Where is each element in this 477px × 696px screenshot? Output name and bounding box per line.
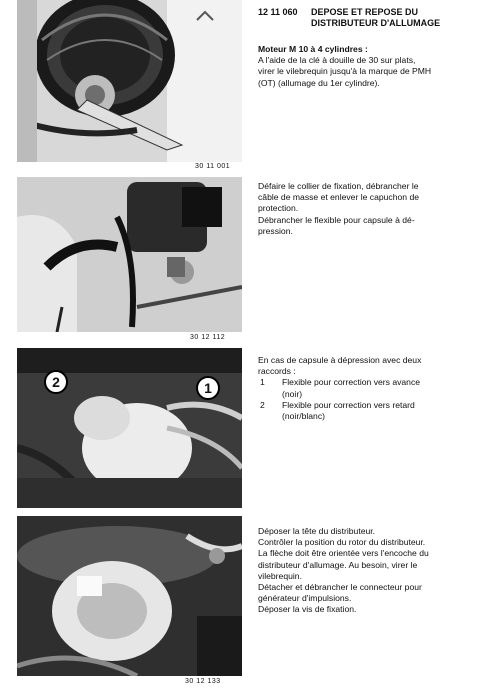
list-item xyxy=(258,400,470,422)
section-1-heading: Moteur M 10 à 4 cylindres : xyxy=(258,44,368,54)
section-3-intro-line: raccords : xyxy=(258,366,296,377)
list-item-line: (noir/blanc) xyxy=(282,411,325,422)
callout-1 xyxy=(196,376,220,400)
section-4-line: générateur d'impulsions. xyxy=(258,593,352,604)
section-2-line: Défaire le collier de fixation, débrancher le xyxy=(258,181,419,191)
section-2-line: câble de masse et enlever le capuchon de xyxy=(258,192,419,203)
section-1-line: A l'aide de la clé à douille de 30 sur plats, xyxy=(258,55,416,66)
photo-distributor-clamp xyxy=(17,177,242,332)
callout-2-label: 2 xyxy=(52,374,60,390)
figure-label-1: 30 11 001 xyxy=(195,163,231,170)
photo-distributor-rotor xyxy=(17,516,242,676)
section-1-line: virer le vilebrequin jusqu'à la marque de PMH xyxy=(258,66,432,77)
section-4-line: Détacher et débrancher le connecteur pour xyxy=(258,582,422,593)
list-item-line: Flexible pour correction vers avance xyxy=(282,377,421,388)
callout-2 xyxy=(44,370,68,394)
list-item-line: (noir) xyxy=(282,388,303,399)
section-2-text xyxy=(258,181,470,237)
figure-label-2: 30 12 112 xyxy=(190,334,226,341)
section-4-line: vilebrequin. xyxy=(258,570,302,581)
section-1-text xyxy=(258,44,470,89)
list-item-line: Flexible pour correction vers retard xyxy=(282,399,415,410)
procedure-code: 12 11 060 xyxy=(258,7,298,17)
section-4-line: Déposer la vis de fixation. xyxy=(258,604,357,615)
callout-1-label: 1 xyxy=(204,380,212,396)
section-3-intro-line: En cas de capsule à dépression avec deux xyxy=(258,355,422,365)
list-item xyxy=(258,377,470,399)
section-4-line: Déposer la tête du distributeur. xyxy=(258,526,376,536)
figure-label-4: 30 12 133 xyxy=(185,678,221,685)
section-4-line: La flèche doit être orientée vers l'encoche du xyxy=(258,548,429,559)
section-3-text xyxy=(258,355,470,422)
section-4-text xyxy=(258,526,470,616)
list-item-number: 2 xyxy=(260,399,265,410)
page-title: DEPOSE ET REPOSE DU DISTRIBUTEUR D'ALLUMAGE xyxy=(311,7,441,28)
photo-crankshaft-pulley xyxy=(17,0,242,162)
section-1-line: (OT) (allumage du 1er cylindre). xyxy=(258,77,380,88)
list-item-number: 1 xyxy=(260,377,265,388)
section-2-line: Débrancher le flexible pour capsule à dé- xyxy=(258,214,415,225)
section-2-line: pression. xyxy=(258,225,293,236)
section-2-line: protection. xyxy=(258,203,299,214)
section-4-line: Contrôler la position du rotor du distributeur. xyxy=(258,537,426,548)
section-4-line: distributeur d'allumage. Au besoin, virer le xyxy=(258,559,418,570)
